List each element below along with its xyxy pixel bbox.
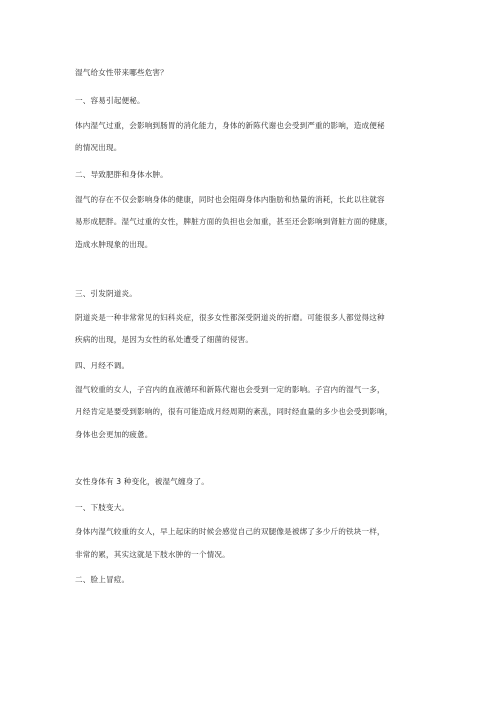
- section-heading: 三、引发阴道炎。: [75, 289, 137, 298]
- document-title: 湿气给女性带来哪些危害？: [75, 68, 168, 77]
- section-title: 女性身体有 3 种变化，被湿气缠身了。: [75, 477, 210, 486]
- paragraph-line: 非常的累，其实这就是下肢水肿的一个情况。: [75, 550, 230, 559]
- paragraph-line: 易形成肥胖。湿气过重的女性，脾脏方面的负担也会加重，甚至还会影响到肾脏方面的健康，: [75, 217, 393, 226]
- paragraph-line: 造成水肿现象的出现。: [75, 240, 153, 249]
- paragraph-line: 月经肯定是要受到影响的，很有可能造成月经周期的紊乱，同时经血量的多少也会受到影响，: [75, 407, 393, 416]
- paragraph-line: 阴道炎是一种非常常见的妇科炎症，很多女性都深受阴道炎的折磨。可能很多人都觉得这种: [75, 313, 385, 322]
- paragraph-line: 疾病的出现，是因为女性的私处遭受了细菌的侵害。: [75, 335, 254, 344]
- paragraph-line: 身体也会更加的疲惫。: [75, 430, 153, 439]
- section-heading: 四、月经不调。: [75, 361, 130, 370]
- paragraph-line: 湿气较重的女人，子宫内的血液循环和新陈代谢也会受到一定的影响。子宫内的湿气一多，: [75, 385, 385, 394]
- section-heading: 二、导致肥胖和身体水肿。: [75, 170, 168, 179]
- paragraph-line: 身体内湿气较重的女人，早上起床的时候会感觉自己的双腿像是被绑了多少斤的铁块一样，: [75, 527, 385, 536]
- section-heading: 一、下肢变大。: [75, 503, 130, 512]
- paragraph-line: 的情况出现。: [75, 143, 122, 152]
- section-heading: 二、脸上冒痘。: [75, 575, 130, 584]
- paragraph-line: 湿气的存在不仅会影响身体的健康，同时也会阻碍身体内脂肪和热量的消耗，长此以往就容: [75, 195, 385, 204]
- section-heading: 一、容易引起便秘。: [75, 96, 145, 105]
- paragraph-line: 体内湿气过重，会影响到肠胃的消化能力，身体的新陈代谢也会受到严重的影响，造成便秘: [75, 121, 385, 130]
